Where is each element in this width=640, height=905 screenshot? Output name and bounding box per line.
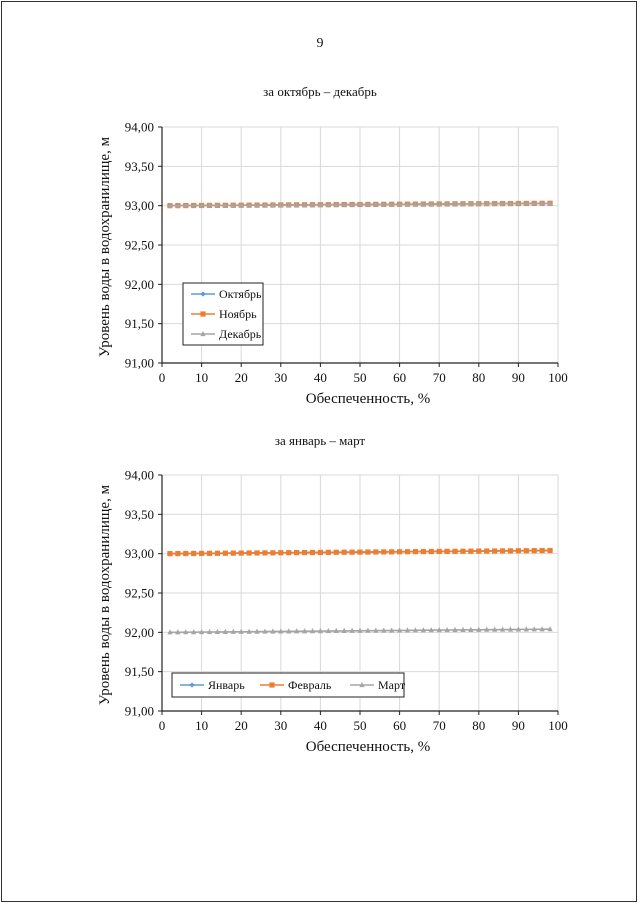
legend-label: Декабрь [219, 327, 262, 341]
y-tick-label: 91,00 [124, 703, 154, 719]
x-tick-label: 30 [274, 718, 288, 733]
data-point [342, 550, 347, 555]
data-point [405, 549, 410, 554]
y-tick-label: 94,00 [124, 119, 154, 135]
y-tick-label: 92,50 [124, 585, 154, 601]
data-point [191, 551, 196, 556]
x-tick-label: 90 [511, 718, 525, 733]
data-point [302, 550, 307, 555]
x-tick-label: 70 [432, 718, 446, 733]
data-point [326, 550, 331, 555]
legend [172, 673, 406, 697]
y-tick-label: 93,50 [124, 158, 154, 174]
data-point [183, 551, 188, 556]
data-point [381, 549, 386, 554]
y-tick-label: 92,00 [124, 624, 154, 640]
data-point [460, 549, 465, 554]
x-tick-label: 40 [313, 718, 327, 733]
chart-jan-mar [0, 458, 640, 778]
data-point [199, 551, 204, 556]
x-tick-label: 100 [548, 718, 568, 733]
data-point [429, 549, 434, 554]
data-point [492, 548, 497, 553]
legend-swatch-marker [269, 682, 274, 687]
data-point [239, 550, 244, 555]
data-point [349, 550, 354, 555]
data-point [445, 549, 450, 554]
chart-2-title: за январь – март [274, 433, 366, 448]
y-tick-label: 94,00 [124, 467, 154, 483]
data-point [540, 548, 545, 553]
x-axis-label: Обеспеченность, % [305, 739, 431, 755]
data-point [524, 548, 529, 553]
x-tick-label: 0 [158, 370, 166, 385]
x-tick-label: 100 [548, 370, 568, 385]
y-axis-label: Уровень воды в водохранилище, м [97, 484, 113, 706]
data-point [500, 548, 505, 553]
data-point [413, 549, 418, 554]
y-tick-label: 92,50 [124, 237, 154, 253]
x-tick-label: 0 [158, 718, 166, 733]
x-tick-label: 80 [472, 718, 486, 733]
data-point [452, 549, 457, 554]
data-point [437, 549, 442, 554]
y-tick-label: 93,50 [124, 506, 154, 522]
chart-oct-dec [0, 110, 640, 430]
data-point [215, 551, 220, 556]
x-axis-label: Обеспеченность, % [305, 391, 431, 407]
data-point [389, 549, 394, 554]
x-tick-label: 70 [432, 370, 446, 385]
data-point [262, 550, 267, 555]
x-tick-label: 50 [353, 718, 367, 733]
data-point [484, 548, 489, 553]
legend-label: Январь [208, 678, 245, 692]
x-tick-label: 50 [353, 370, 367, 385]
data-point [286, 550, 291, 555]
data-point [310, 550, 315, 555]
x-tick-label: 90 [511, 370, 525, 385]
y-tick-label: 91,50 [124, 316, 154, 332]
y-tick-label: 92,00 [124, 276, 154, 292]
data-point [223, 551, 228, 556]
y-tick-label: 91,00 [124, 355, 154, 371]
data-point [373, 549, 378, 554]
data-point [508, 548, 513, 553]
x-tick-label: 80 [472, 370, 486, 385]
x-tick-label: 10 [195, 718, 209, 733]
legend-label: Февраль [288, 678, 332, 692]
y-tick-label: 93,00 [124, 546, 154, 562]
data-point [231, 551, 236, 556]
data-point [318, 550, 323, 555]
legend-swatch-marker [200, 311, 205, 316]
data-point [547, 548, 552, 553]
data-point [270, 550, 275, 555]
legend-label: Март [378, 678, 406, 692]
x-tick-label: 30 [274, 370, 288, 385]
legend-label: Ноябрь [219, 307, 257, 321]
data-point [334, 550, 339, 555]
x-tick-label: 10 [195, 370, 209, 385]
x-tick-label: 20 [234, 370, 248, 385]
x-tick-label: 40 [313, 370, 327, 385]
data-point [254, 550, 259, 555]
x-tick-label: 20 [234, 718, 248, 733]
data-point [468, 549, 473, 554]
legend-label: Октябрь [219, 287, 262, 301]
x-tick-label: 60 [393, 370, 407, 385]
x-tick-label: 60 [393, 718, 407, 733]
data-point [365, 549, 370, 554]
data-point [516, 548, 521, 553]
y-axis-label: Уровень воды в водохранилище, м [97, 136, 113, 358]
data-point [421, 549, 426, 554]
data-point [207, 551, 212, 556]
data-point [167, 551, 172, 556]
data-point [247, 550, 252, 555]
y-tick-label: 91,50 [124, 664, 154, 680]
data-point [175, 551, 180, 556]
page-number: 9 [316, 36, 324, 51]
chart-1-title: за октябрь – декабрь [263, 84, 377, 99]
data-point [476, 549, 481, 554]
data-point [294, 550, 299, 555]
data-point [397, 549, 402, 554]
y-tick-label: 93,00 [124, 198, 154, 214]
legend [183, 283, 263, 345]
data-point [532, 548, 537, 553]
data-point [357, 549, 362, 554]
data-point [278, 550, 283, 555]
